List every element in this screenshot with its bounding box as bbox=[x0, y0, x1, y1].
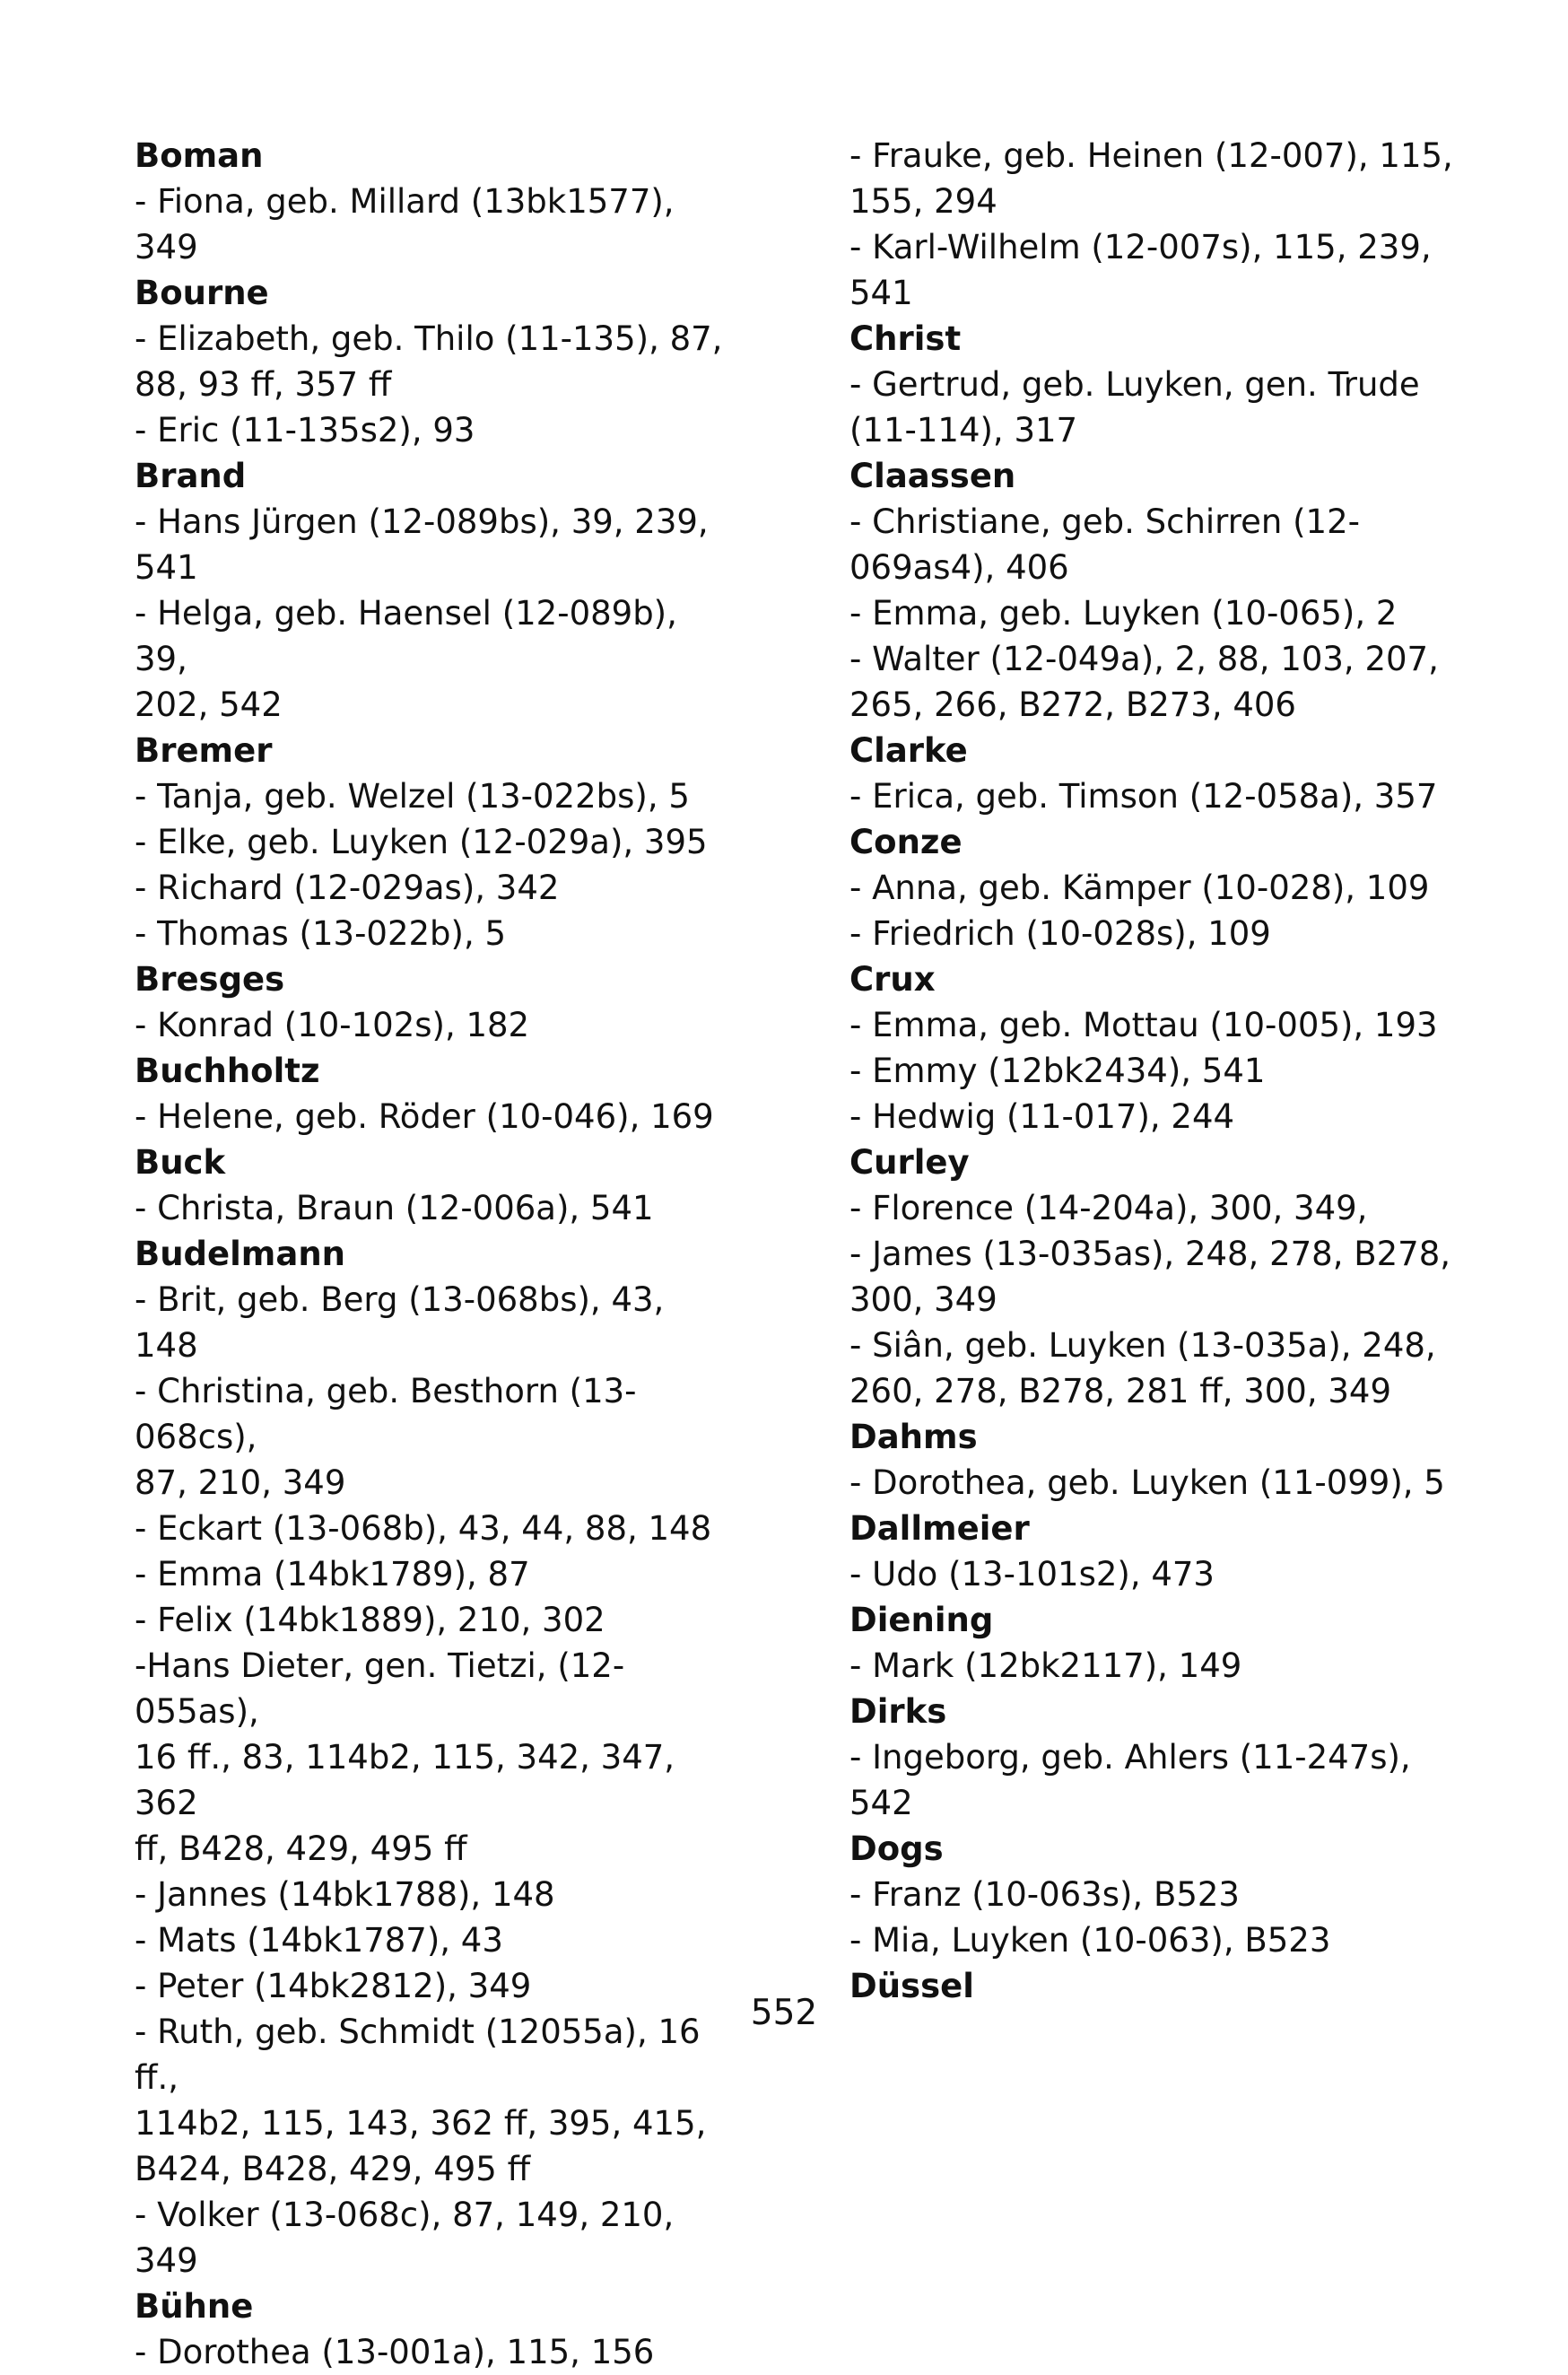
index-entry: - Christina, geb. Besthorn (13-068cs), bbox=[135, 1372, 637, 1456]
surname-heading: Curley bbox=[849, 1143, 970, 1182]
index-entry: 541 bbox=[849, 274, 913, 312]
index-entry: 16 ff., 83, 114b2, 115, 342, 347, 362 bbox=[135, 1738, 675, 1822]
surname-heading: Boman bbox=[135, 136, 264, 175]
index-entry: - Anna, geb. Kämper (10-028), 109 bbox=[849, 869, 1430, 907]
index-entry: - Helene, geb. Röder (10-046), 169 bbox=[135, 1097, 714, 1136]
surname-heading: Crux bbox=[849, 960, 936, 999]
index-entry: - Erica, geb. Timson (12-058a), 357 bbox=[849, 777, 1438, 816]
index-entry: - Friedrich (10-028s), 109 bbox=[849, 914, 1271, 953]
index-entry: - Hans Jürgen (12-089bs), 39, 239, 541 bbox=[135, 502, 709, 587]
index-entry: - Dorothea, geb. Luyken (11-099), 5 bbox=[849, 1463, 1445, 1502]
surname-heading: Budelmann bbox=[135, 1235, 346, 1273]
surname-heading: Brand bbox=[135, 457, 247, 495]
index-entry: - Eric (11-135s2), 93 bbox=[135, 411, 475, 450]
surname-heading: Bremer bbox=[135, 731, 273, 770]
surname-heading: Dirks bbox=[849, 1692, 947, 1731]
surname-heading: Bourne bbox=[135, 274, 269, 312]
surname-heading: Bresges bbox=[135, 960, 285, 999]
index-entry: - Mia, Luyken (10-063), B523 bbox=[849, 1921, 1331, 1960]
index-entry: - Brit, geb. Berg (13-068bs), 43, 148 bbox=[135, 1280, 665, 1365]
index-entry: - Dorothea (13-001a), 115, 156 bbox=[135, 2333, 655, 2371]
index-entry: - Emma, geb. Mottau (10-005), 193 bbox=[849, 1006, 1438, 1044]
index-entry: B424, B428, 429, 495 ff bbox=[135, 2150, 531, 2188]
index-entry: - Konrad (10-102s), 182 bbox=[135, 1006, 530, 1044]
surname-heading: Christ bbox=[849, 319, 962, 358]
index-entry: - Peter (14bk2812), 349 bbox=[135, 1967, 532, 2005]
index-entry: 202, 542 bbox=[135, 685, 283, 724]
index-entry: - Emma (14bk1789), 87 bbox=[135, 1555, 530, 1594]
index-entry: 155, 294 bbox=[849, 182, 997, 221]
index-entry: - Walter (12-049a), 2, 88, 103, 207, bbox=[849, 640, 1439, 678]
index-entry: - Mats (14bk1787), 43 bbox=[135, 1921, 503, 1960]
index-entry: - Thomas (13-022b), 5 bbox=[135, 914, 507, 953]
index-entry: 069as4), 406 bbox=[849, 548, 1069, 587]
index-entry: - Helga, geb. Haensel (12-089b), 39, bbox=[135, 594, 677, 678]
index-entry: 260, 278, B278, 281 ff, 300, 349 bbox=[849, 1372, 1391, 1410]
index-entry: - Emma, geb. Luyken (10-065), 2 bbox=[849, 594, 1398, 633]
index-entry: 87, 210, 349 bbox=[135, 1463, 346, 1502]
index-entry: - Volker (13-068c), 87, 149, 210, 349 bbox=[135, 2196, 675, 2280]
index-entry: - James (13-035as), 248, 278, B278, bbox=[849, 1235, 1450, 1273]
index-entry: - Eckart (13-068b), 43, 44, 88, 148 bbox=[135, 1509, 712, 1548]
surname-heading: Diening bbox=[849, 1601, 994, 1639]
surname-heading: Bühne bbox=[135, 2287, 254, 2326]
index-entry: - Karl-Wilhelm (12-007s), 115, 239, bbox=[849, 228, 1432, 266]
index-entry: - Christa, Braun (12-006a), 541 bbox=[135, 1189, 654, 1227]
index-entry: - Ingeborg, geb. Ahlers (11-247s), 542 bbox=[849, 1738, 1411, 1822]
index-entry: - Elizabeth, geb. Thilo (11-135), 87, bbox=[135, 319, 723, 358]
surname-heading: Dahms bbox=[849, 1418, 978, 1456]
index-entry: - Richard (12-029as), 342 bbox=[135, 869, 560, 907]
index-entry: ff, B428, 429, 495 ff bbox=[135, 1829, 467, 1868]
surname-heading: Buchholtz bbox=[135, 1052, 320, 1090]
index-column-right bbox=[849, 133, 1459, 2009]
index-entry: - Elke, geb. Luyken (12-029a), 395 bbox=[135, 823, 708, 861]
index-entry: - Frauke, geb. Heinen (12-007), 115, bbox=[849, 136, 1453, 175]
page-number: 552 bbox=[750, 1993, 818, 2033]
index-entry: - Mark (12bk2117), 149 bbox=[849, 1646, 1242, 1685]
index-entry: - Franz (10-063s), B523 bbox=[849, 1875, 1240, 1914]
index-entry: - Hedwig (11-017), 244 bbox=[849, 1097, 1235, 1136]
index-entry: - Florence (14-204a), 300, 349, bbox=[849, 1189, 1368, 1227]
index-entry: 265, 266, B272, B273, 406 bbox=[849, 685, 1296, 724]
index-entry: - Emmy (12bk2434), 541 bbox=[849, 1052, 1266, 1090]
index-entry: - Jannes (14bk1788), 148 bbox=[135, 1875, 555, 1914]
index-column-left bbox=[135, 133, 727, 2375]
surname-heading: Conze bbox=[849, 823, 963, 861]
index-entry: 300, 349 bbox=[849, 1280, 997, 1319]
index-entry: - Fiona, geb. Millard (13bk1577), 349 bbox=[135, 182, 675, 266]
index-entry: -Hans Dieter, gen. Tietzi, (12-055as), bbox=[135, 1646, 625, 1731]
surname-heading: Buck bbox=[135, 1143, 226, 1182]
index-entry: - Felix (14bk1889), 210, 302 bbox=[135, 1601, 605, 1639]
surname-heading: Dallmeier bbox=[849, 1509, 1030, 1548]
index-entry: - Ruth, geb. Schmidt (12055a), 16 ff., bbox=[135, 2013, 701, 2097]
index-entry: 88, 93 ff, 357 ff bbox=[135, 365, 392, 404]
index-entry: - Udo (13-101s2), 473 bbox=[849, 1555, 1215, 1594]
index-entry: - Siân, geb. Luyken (13-035a), 248, bbox=[849, 1326, 1436, 1365]
index-entry: (11-114), 317 bbox=[849, 411, 1078, 450]
surname-heading: Dogs bbox=[849, 1829, 944, 1868]
surname-heading: Clarke bbox=[849, 731, 968, 770]
surname-heading: Düssel bbox=[849, 1967, 974, 2005]
index-entry: 114b2, 115, 143, 362 ff, 395, 415, bbox=[135, 2104, 707, 2143]
index-entry: - Gertrud, geb. Luyken, gen. Trude bbox=[849, 365, 1420, 404]
index-entry: - Christiane, geb. Schirren (12- bbox=[849, 502, 1360, 541]
surname-heading: Claassen bbox=[849, 457, 1016, 495]
index-entry: - Tanja, geb. Welzel (13-022bs), 5 bbox=[135, 777, 690, 816]
